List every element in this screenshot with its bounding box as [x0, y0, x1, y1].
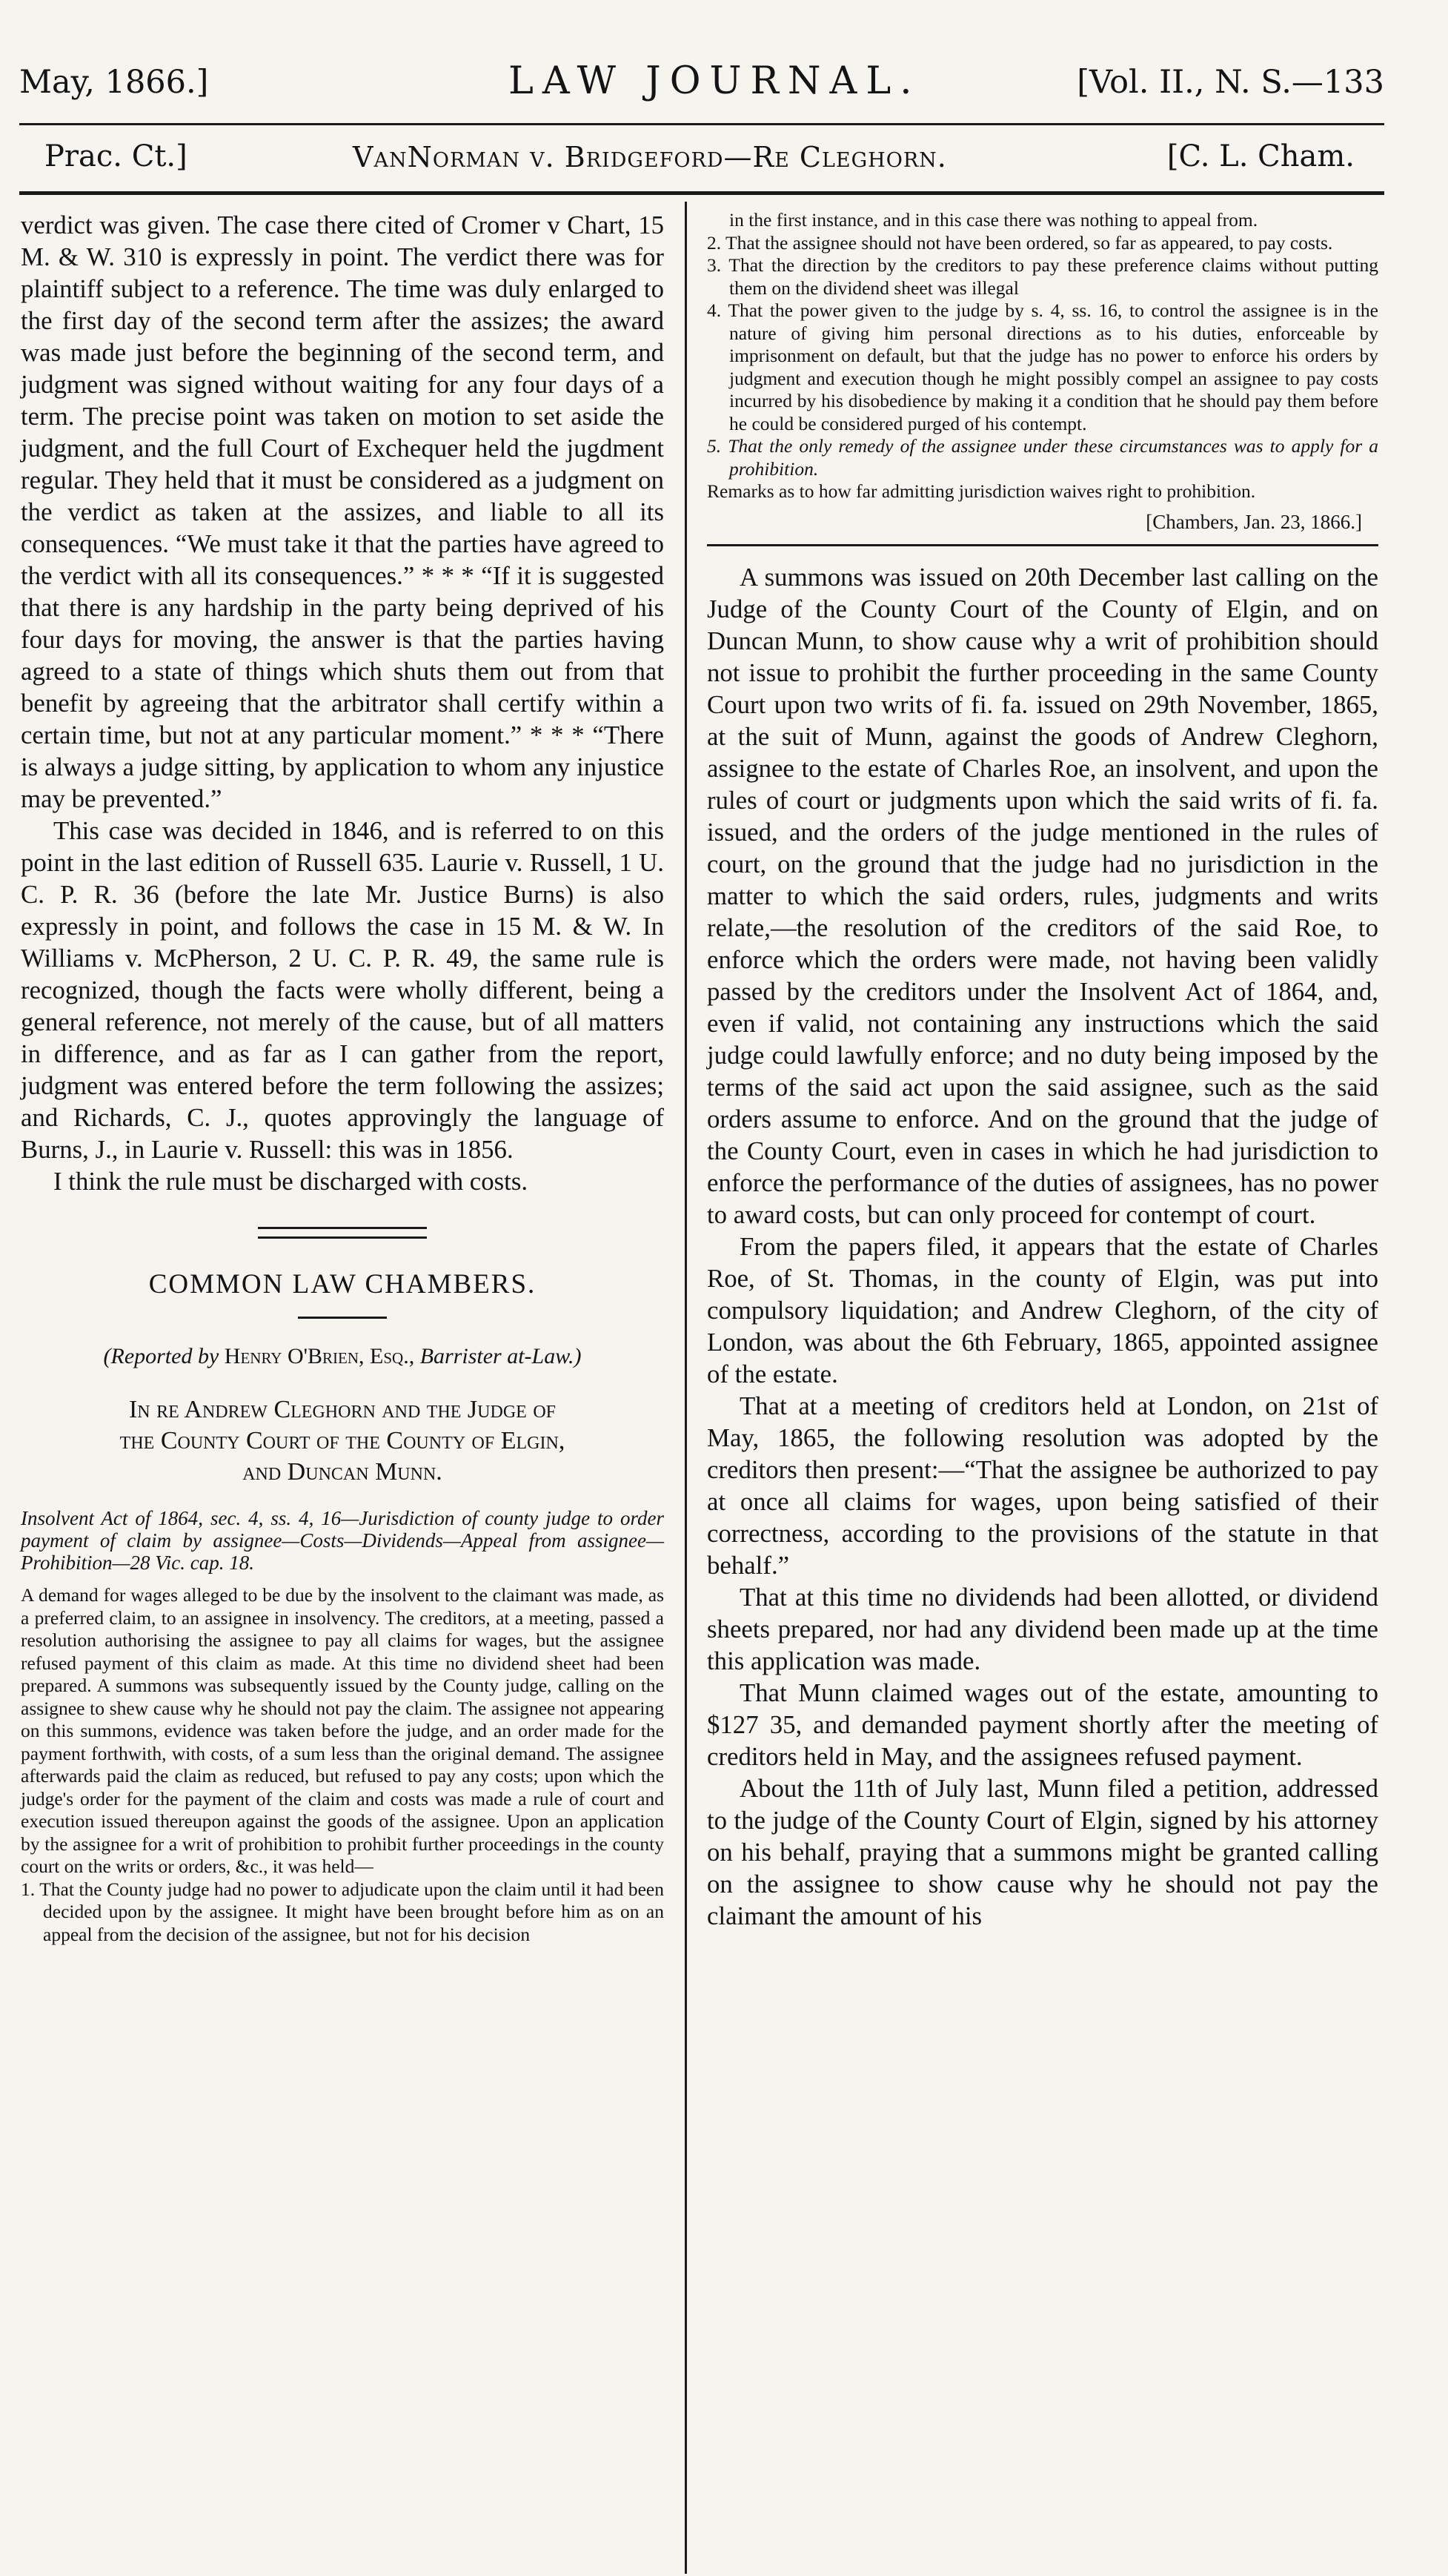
holding-item-continued: in the first instance, and in this case there was nothing to appeal from.	[729, 209, 1258, 231]
masthead	[19, 59, 1384, 113]
reporter-suffix: Barrister at-Law.)	[419, 1344, 582, 1368]
paragraph: A summons was issued on 20th December last calling on the Judge of the County Court of the County of Elgin, and on Duncan Munn, to show cause why a writ of prohibition should not issue to prohibit the further proceeding in the same County Court upon two writs of fi. fa. issued on 29th November, 1865, at the suit of Munn, against the goods of Andrew Cleghorn, assignee to the estate of Charles Roe, an insolvent, and upon the rules of court or judgments upon which the said writs of fi. fa. issued, and the orders of the judge mentioned in the rules of court, on the ground that the judge had no jurisdiction in the matter to which the said orders, rules, judgments and writs relate,—the resolution of the creditors of the said Roe, to enforce which the orders were made, not having been validly passed by the creditors under the Insolvent Act of 1864, and, even if valid, not containing any instructions which the said judge could lawfully enforce; and no duty being imposed by the terms of the said act upon the said assignee, such as the said orders assume to enforce. And on the ground that the judge of the County Court, even in cases in which he had jurisdiction to enforce the performance of the duties of assignees, has no power to award costs, but can only proceed for contempt of court.	[707, 562, 1378, 1229]
running-head-right: [C. L. Cham.	[1166, 139, 1355, 173]
holding-item: 4. That the power given to the judge by s. 4, ss. 16, to control the assignee is in the nature of giving him personal directions as to his duties, enforceable by imprisonment on default, but that the judge has no power to enforce his orders by judgment and execution though he might possibly compel an assignee to pay costs incurred by his disobedience by making it a condition that he should pay them before he could be considered purged of his contempt.	[707, 299, 1378, 434]
case-title	[21, 1394, 664, 1488]
holding-item: 5. That the only remedy of the assignee under these circumstances was to apply for a prohibition.	[707, 435, 1378, 480]
paragraph: That at a meeting of creditors held at London, on 21st of May, 1865, the following resolution was adopted by the creditors then present:—“That the assignee be authorized to pay at once all claims for wages, upon being satisfied of their correctness, according to the provisions of the statute in that behalf.”	[707, 1391, 1378, 1580]
headnote-rule	[707, 544, 1378, 546]
paragraph: About the 11th of July last, Munn filed a petition, addressed to the judge of the County Court of Elgin, signed by his attorney on his behalf, praying that a summons might be granted calling on the assignee to show cause why he should not pay the claimant the amount of his	[707, 1773, 1378, 1930]
section-heading: COMMON LAW CHAMBERS.	[148, 1269, 537, 1299]
issue-date: May, 1866.]	[19, 64, 209, 101]
case-title-line: the County Court of the County of Elgin,	[119, 1427, 565, 1454]
running-head-left: Prac. Ct.]	[44, 139, 187, 173]
holding-item: 2. That the assignee should not have been ordered, so far as appeared, to pay costs.	[707, 231, 1333, 254]
holding-item: 3. That the direction by the creditors to pay these preference claims without putting them on the dividend sheet was illegal	[707, 254, 1378, 299]
running-head-rule	[19, 191, 1384, 195]
case-title-line: In re Andrew Cleghorn and the Judge of	[128, 1396, 557, 1423]
column-divider	[685, 202, 687, 2574]
paragraph: I think the rule must be discharged with costs.	[53, 1167, 528, 1196]
journal-title: LAW JOURNAL.	[508, 59, 921, 103]
right-column	[707, 209, 1378, 1932]
headnote-body: A demand for wages alleged to be due by the insolvent to the claimant was made, as a preferred claim, to an assignee in insolvency. The creditors, at a meeting, passed a resolution authorising the assignee to pay all claims for wages, but the assignee refused payment of this claim as made. At this time no dividend sheet had been prepared. A summons was subsequently issued by the County judge, calling on the assignee to shew cause why he should not pay the claim. The assignee not appearing on this summons, evidence was taken before the judge, and an order made for the payment forthwith, with costs, of a sum less than the original demand. The assignee afterwards paid the claim as reduced, but refused to pay any costs; upon which the judge's order for the payment of the claim and costs was made a rule of court and execution issued thereupon against the goods of the assignee. Upon an application by the assignee for a writ of prohibition to prohibit further proceedings in the county court on the writs or orders, &c., it was held—	[21, 1584, 664, 1877]
left-column	[21, 209, 664, 1946]
case-title-line: and Duncan Munn.	[242, 1458, 442, 1486]
reporter-prefix: (Reported by	[103, 1344, 219, 1368]
heading-rule	[298, 1317, 387, 1319]
running-head-center: VanNorman v. Bridgeford—Re Cleghorn.	[353, 141, 947, 173]
masthead-rule	[19, 123, 1384, 125]
reporter-line	[21, 1344, 664, 1369]
section-divider	[258, 1227, 427, 1239]
volume-page: [Vol. II., N. S.—133	[1077, 64, 1384, 101]
paragraph: This case was decided in 1846, and is referred to on this point in the last edition of Russell 635. Laurie v. Russell, 1 U. C. P. R. 36 (before the late Mr. Justice Burns) is also expressly in point, and follows the case in 15 M. & W. In Williams v. McPherson, 2 U. C. P. R. 49, the same rule is recognized, though the facts were wholly different, being a general reference, not merely of the cause, but of all matters in difference, and as far as I can gather from the report, judgment was entered before the term following the assizes; and Richards, C. J., quotes approvingly the language of Burns, J., in Laurie v. Russell: this was in 1856.	[21, 816, 664, 1164]
paragraph: From the papers filed, it appears that the estate of Charles Roe, of St. Thomas, in the county of Elgin, was put into compulsory liquidation; and Andrew Cleghorn, of the city of London, was about the 6th February, 1865, appointed assignee of the estate.	[707, 1231, 1378, 1388]
reporter-name: Henry O'Brien, Esq.,	[224, 1344, 415, 1368]
decision-date: [Chambers, Jan. 23, 1866.]	[1146, 510, 1362, 533]
paragraph: That at this time no dividends had been allotted, or dividend sheets prepared, nor had any dividend been made up at the time this application was made.	[707, 1582, 1378, 1675]
paragraph: That Munn claimed wages out of the estate, amounting to $127 35, and demanded payment shortly after the meeting of creditors held in May, and the assignees refused payment.	[707, 1678, 1378, 1771]
headnote-topic: Insolvent Act of 1864, sec. 4, ss. 4, 16—Jurisdiction of county judge to order payment of claim by assignee—Costs—Dividends—Appeal from assignee—Prohibition—28 Vic. cap. 18.	[21, 1507, 664, 1574]
paragraph: verdict was given. The case there cited of Cromer v Chart, 15 M. & W. 310 is expressly in point. The verdict there was for plaintiff subject to a reference. The time was duly enlarged to the first day of the second term after the assizes; the award was made just before the beginning of the second term, and judgment was signed without waiting for any four days of a term. The precise point was taken on motion to set aside the judgment, and the full Court of Exchequer held the jugdment regular. They held that it must be considered as a judgment on the verdict as taken at the assizes, and liable to all its consequences. “We must take it that the parties have agreed to the verdict with all its consequences.” * * * “If it is suggested that there is any hardship in the party being deprived of his four days for moving, the answer is that the parties having agreed to a state of things which shuts them out from that benefit by agreeing that the arbitrator shall certify within a certain time, but not at any particular moment.” * * * “There is always a judge sitting, by application to whom any injustice may be prevented.”	[21, 211, 664, 813]
remarks: Remarks as to how far admitting jurisdiction waives right to prohibition.	[707, 480, 1256, 502]
running-head	[19, 138, 1384, 184]
holding-item: 1. That the County judge had no power to adjudicate upon the claim until it had been decided upon by the assignee. It might have been brought before him as on an appeal from the decision of the assignee, but not for his decision	[21, 1878, 664, 1945]
